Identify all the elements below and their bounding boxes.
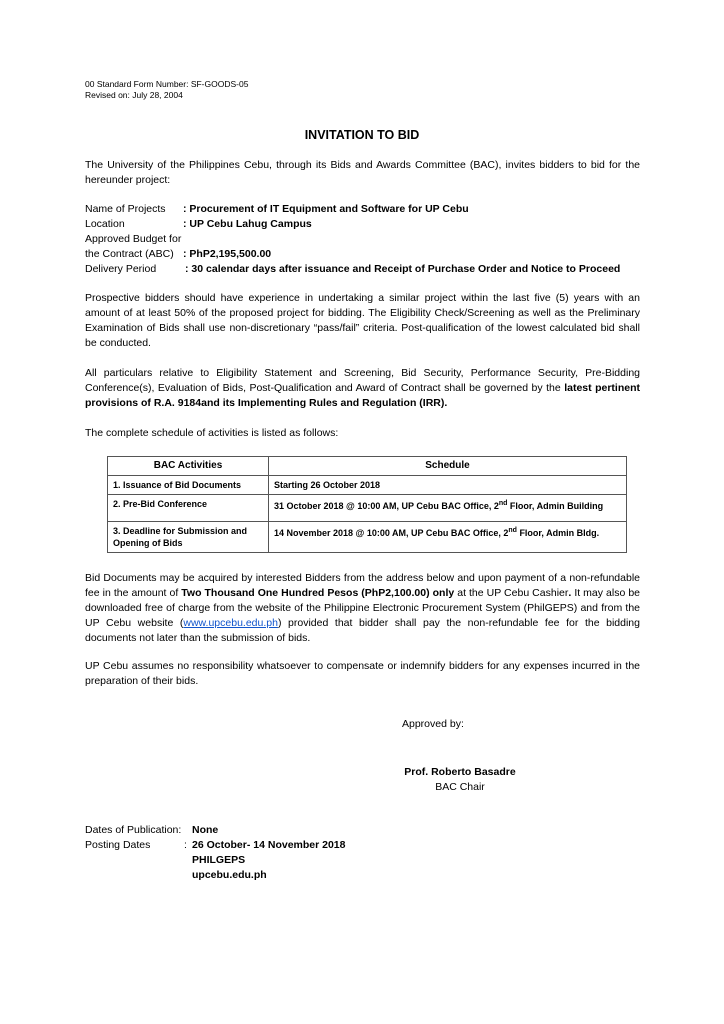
- particulars-paragraph: [85, 366, 640, 411]
- abc-label-line2: the Contract (ABC): [85, 248, 174, 260]
- abc-value: : PhP2,195,500.00: [183, 248, 272, 260]
- bid-docs-text-2: at the UP Cebu Cashier: [454, 587, 569, 599]
- delivery-label: Delivery Period: [85, 263, 157, 275]
- table-header-row: [108, 457, 627, 476]
- approved-by-label: Approved by:: [402, 718, 464, 730]
- activity-cell: 1. Issuance of Bid Documents: [108, 476, 269, 495]
- signature-block: [350, 765, 570, 795]
- header-schedule: Schedule: [269, 457, 627, 476]
- schedule-text: 31 October 2018 @ 10:00 AM, UP Cebu BAC Office, 2: [274, 501, 499, 511]
- bid-docs-text-4: ) provided that bidder shall pay the non-refundable fee for the bidding documents not later than the submission of bids.: [85, 617, 640, 644]
- experience-paragraph: Prospective bidders should have experience in undertaking a similar project within the last five (5) years with an amount of at least 50% of the proposed project for bidding. The Eligibility Check/Screening as well as the Preliminary Examination of Bids shall use non-discretionary “pass/fail” criteria. Post-qualification of the lowest calculated bid shall be conducted.: [85, 292, 640, 349]
- particulars-bold-text: latest pertinent provisions of R.A. 9184and its Implementing Rules and Regulation (IRR).: [85, 382, 641, 409]
- activity-cell: 2. Pre-Bid Conference: [108, 495, 269, 522]
- schedule-text: 14 November 2018 @ 10:00 AM, UP Cebu BAC Office, 2: [274, 528, 509, 538]
- standard-form-number: 00 Standard Form Number: SF-GOODS-05: [85, 79, 249, 89]
- location-label: Location: [85, 218, 125, 230]
- publication-dates-value: None: [192, 824, 219, 836]
- bid-documents-paragraph: [85, 571, 640, 646]
- page-title: INVITATION TO BID: [304, 128, 420, 142]
- table-row: [108, 522, 627, 553]
- schedule-table: [107, 456, 627, 553]
- publication-dates-label: Dates of Publication:: [85, 824, 182, 836]
- ordinal-suffix: nd: [508, 527, 517, 534]
- schedule-intro: The complete schedule of activities is listed as follows:: [85, 427, 339, 439]
- schedule-text-suffix: Floor, Admin Bldg.: [516, 528, 600, 538]
- bid-docs-text-1: Bid Documents may be acquired by interested Bidders from the address below and upon payment of a non-refundable fee in the amount of: [85, 572, 640, 599]
- schedule-cell: [269, 495, 627, 522]
- bid-docs-fee: Two Thousand One Hundred Pesos (PhP2,100.00) only: [181, 587, 455, 599]
- table-row: [108, 495, 627, 522]
- form-metadata: [85, 79, 248, 101]
- schedule-text: Starting 26 October 2018: [274, 480, 381, 490]
- revision-date: Revised on: July 28, 2004: [85, 90, 183, 100]
- intro-paragraph: The University of the Philippines Cebu, through its Bids and Awards Committee (BAC), invites bidders to bid for the hereunder project:: [85, 159, 640, 186]
- schedule-cell: [269, 476, 627, 495]
- posting-dates-label: Posting Dates: [85, 839, 151, 851]
- bid-docs-text-3: It may also be downloaded free of charge from the website of the Philippine Electronic Procurement System (PhilGEPS) and from the UP Cebu website (: [85, 587, 641, 629]
- posting-date-range: 26 October- 14 November 2018: [192, 839, 346, 851]
- project-name-label: Name of Projects: [85, 203, 166, 215]
- schedule-text-suffix: Floor, Admin Building: [507, 501, 604, 511]
- activity-cell: 3. Deadline for Submission and Opening of Bids: [108, 522, 269, 553]
- ordinal-suffix: nd: [498, 500, 508, 507]
- signer-title: BAC Chair: [435, 781, 485, 793]
- posting-dates-colon: :: [184, 839, 187, 851]
- abc-label-line1: Approved Budget for: [85, 233, 182, 245]
- posting-venue-website: upcebu.edu.ph: [192, 869, 267, 881]
- upcebu-website-link[interactable]: www.upcebu.edu.ph: [183, 617, 278, 629]
- delivery-value: : 30 calendar days after issuance and Receipt of Purchase Order and Notice to Proceed: [185, 263, 621, 275]
- table-row: [108, 476, 627, 495]
- schedule-cell: [269, 522, 627, 553]
- particulars-text: All particulars relative to Eligibility Statement and Screening, Bid Security, Performance Security, Pre-Bidding Conference(s), Evaluation of Bids, Post-Qualification and Award of Contract shall be governed by the: [85, 367, 640, 394]
- location-value: : UP Cebu Lahug Campus: [183, 218, 312, 230]
- bid-docs-period: .: [568, 587, 572, 599]
- posting-venue-philgeps: PHILGEPS: [192, 854, 246, 866]
- project-name-value: : Procurement of IT Equipment and Software for UP Cebu: [183, 203, 469, 215]
- header-bac-activities: BAC Activities: [108, 457, 269, 476]
- signer-name: Prof. Roberto Basadre: [404, 766, 516, 778]
- responsibility-paragraph: UP Cebu assumes no responsibility whatsoever to compensate or indemnify bidders for any expenses incurred in the preparation of their bids.: [85, 660, 640, 687]
